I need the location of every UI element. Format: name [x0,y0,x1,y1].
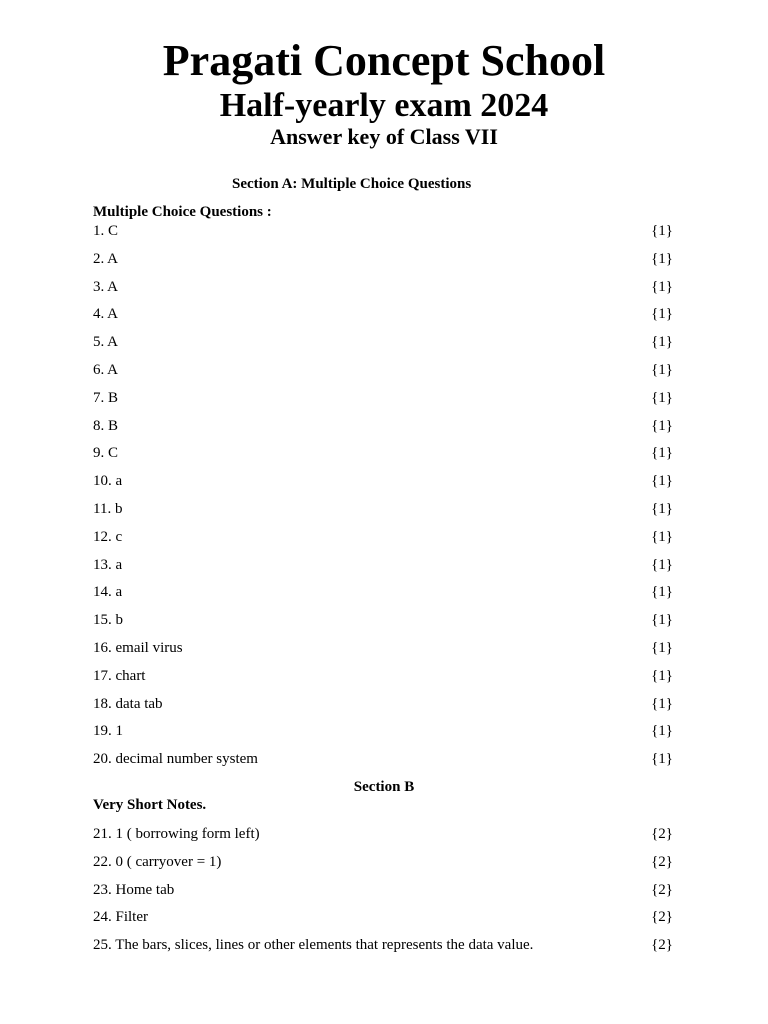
marks-label: {1} [651,278,673,295]
marks-label: {1} [651,361,673,378]
exam-title: Half-yearly exam 2024 [219,87,549,124]
answer-text: 3. A [93,278,119,295]
marks-label: {2} [651,826,673,842]
marks-label: {2} [651,937,673,954]
answer-row [93,389,673,417]
answer-text: 22. 0 ( carryover = 1) [93,853,222,870]
answer-text: 7. B [93,389,119,406]
answer-row [93,825,673,853]
answer-row [93,528,673,556]
answer-row [93,639,673,667]
answer-row [93,250,673,278]
answer-text: 14. a [93,584,123,601]
answer-row [93,695,673,723]
answer-text: 13. a [93,556,123,573]
very-short-notes-subheading: Very Short Notes. [93,797,207,813]
answer-row [93,611,673,639]
answer-row [93,361,673,389]
answer-text: 25. The bars, slices, lines or other elements that represents the data value. [93,937,534,954]
marks-label: {1} [651,556,673,573]
answer-text: 4. A [93,306,119,323]
section-a-title: Section A: Multiple Choice Questions [232,176,472,192]
answer-text: 20. decimal number system [93,751,258,768]
answer-row [93,500,673,528]
answer-row [93,444,673,472]
answer-row [93,722,673,750]
answer-text: 8. B [93,417,119,434]
answer-text: 6. A [93,361,119,378]
answer-row [93,667,673,695]
answer-text: 12. c [93,528,123,545]
answer-text: 5. A [93,334,119,351]
answer-text: 17. chart [93,667,146,684]
marks-label: {2} [651,853,673,870]
marks-label: {1} [651,639,673,656]
marks-label: {1} [651,723,673,740]
marks-label: {1} [651,389,673,406]
answer-row [93,853,673,881]
answer-text: 2. A [93,250,119,267]
answer-row [93,222,673,250]
marks-label: {1} [651,584,673,601]
answer-text: 24. Filter [93,909,148,926]
answer-text: 15. b [93,612,123,629]
answer-text: 19. 1 [93,723,123,740]
marks-label: {1} [651,667,673,684]
section-b-title: Section B [353,779,415,795]
marks-label: {1} [651,250,673,267]
answer-text: 18. data tab [93,695,163,712]
answer-text: 11. b [93,500,123,517]
answer-text: 21. 1 ( borrowing form left) [93,826,260,842]
answer-text: 23. Home tab [93,881,175,898]
marks-label: {1} [651,473,673,490]
answer-row [93,908,673,936]
answer-text: 16. email virus [93,639,183,656]
answer-row [93,556,673,584]
answer-key-subtitle: Answer key of Class VII [270,124,498,149]
answer-row [93,750,673,778]
marks-label: {1} [651,751,673,768]
answer-row [93,278,673,306]
section-a-answer-list [93,222,673,778]
answer-row [93,583,673,611]
answer-row [93,417,673,445]
answer-text: 10. a [93,473,123,490]
answer-row [93,305,673,333]
marks-label: {1} [651,417,673,434]
marks-label: {1} [651,445,673,462]
mcq-subheading: Multiple Choice Questions : [93,204,272,220]
answer-row [93,936,673,964]
answer-text: 9. C [93,445,119,462]
marks-label: {2} [651,881,673,898]
marks-label: {1} [651,695,673,712]
answer-text: 1. C [93,223,119,239]
marks-label: {2} [651,909,673,926]
section-b-answer-list [93,825,673,964]
answer-row [93,472,673,500]
answer-row [93,333,673,361]
marks-label: {1} [651,306,673,323]
marks-label: {1} [651,528,673,545]
marks-label: {1} [651,612,673,629]
school-name: Pragati Concept School [162,36,606,85]
marks-label: {1} [651,223,673,239]
answer-row [93,881,673,909]
marks-label: {1} [651,500,673,517]
marks-label: {1} [651,334,673,351]
